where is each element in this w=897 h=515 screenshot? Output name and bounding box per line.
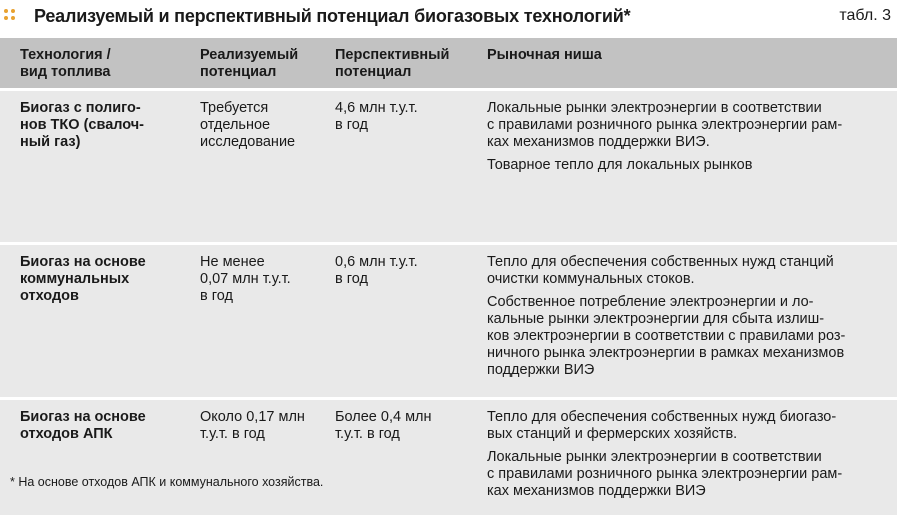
table-row <box>0 245 897 397</box>
cell-prospective: 0,6 млн т.у.т. в год <box>335 254 418 287</box>
cell-prospective: Более 0,4 млн т.у.т. в год <box>335 409 432 442</box>
cell-niche <box>487 254 887 385</box>
column-header-technology: Технология / вид топлива <box>20 47 111 80</box>
niche-paragraph: Собственное потребление электроэнергии и ло- кальные рынки электроэнергии для сбыта излиш- ков электроэнергии в соответствии с правилами роз- ничного рынка электроэнергии в рамках механизмов поддержки ВИЭ <box>487 294 846 378</box>
table-row <box>0 91 897 242</box>
niche-paragraph: Тепло для обеспечения собственных нужд биогазо- вых станций и фермерских хозяйств. <box>487 409 837 442</box>
title-bar <box>0 0 897 34</box>
niche-paragraph: Локальные рынки электроэнергии в соответствии с правилами розничного рынка электроэнергии рам- ках механизмов поддержки ВИЭ <box>487 449 843 499</box>
cell-prospective: 4,6 млн т.у.т. в год <box>335 100 418 133</box>
table-title: Реализуемый и перспективный потенциал биогазовых технологий* <box>34 6 631 26</box>
cell-technology: Биогаз на основе коммунальных отходов <box>20 254 146 304</box>
table-header-row <box>0 38 897 88</box>
table-number: табл. 3 <box>839 7 891 24</box>
niche-paragraph: Локальные рынки электроэнергии в соответствии с правилами розничного рынка электроэнергии рам- ках механизмов поддержки ВИЭ. <box>487 100 843 150</box>
column-header-realizable: Реализуемый потенциал <box>200 47 299 80</box>
cell-technology: Биогаз с полиго- нов ТКО (свалоч- ный газ) <box>20 100 145 150</box>
column-header-niche: Рыночная ниша <box>487 47 602 63</box>
cell-technology: Биогаз на основе отходов АПК <box>20 409 146 442</box>
cell-niche <box>487 100 887 180</box>
cell-niche <box>487 409 887 506</box>
cell-realizable: Около 0,17 млн т.у.т. в год <box>200 409 305 442</box>
four-dots-icon <box>4 9 18 23</box>
niche-paragraph: Тепло для обеспечения собственных нужд станций очистки коммунальных стоков. <box>487 254 834 287</box>
column-header-prospective: Перспективный потенциал <box>335 47 450 80</box>
cell-realizable: Не менее 0,07 млн т.у.т. в год <box>200 254 291 304</box>
niche-paragraph: Товарное тепло для локальных рынков <box>487 157 753 173</box>
data-table <box>0 38 897 515</box>
cell-realizable: Требуется отдельное исследование <box>200 100 296 150</box>
footnote: * На основе отходов АПК и коммунального хозяйства. <box>10 475 324 489</box>
